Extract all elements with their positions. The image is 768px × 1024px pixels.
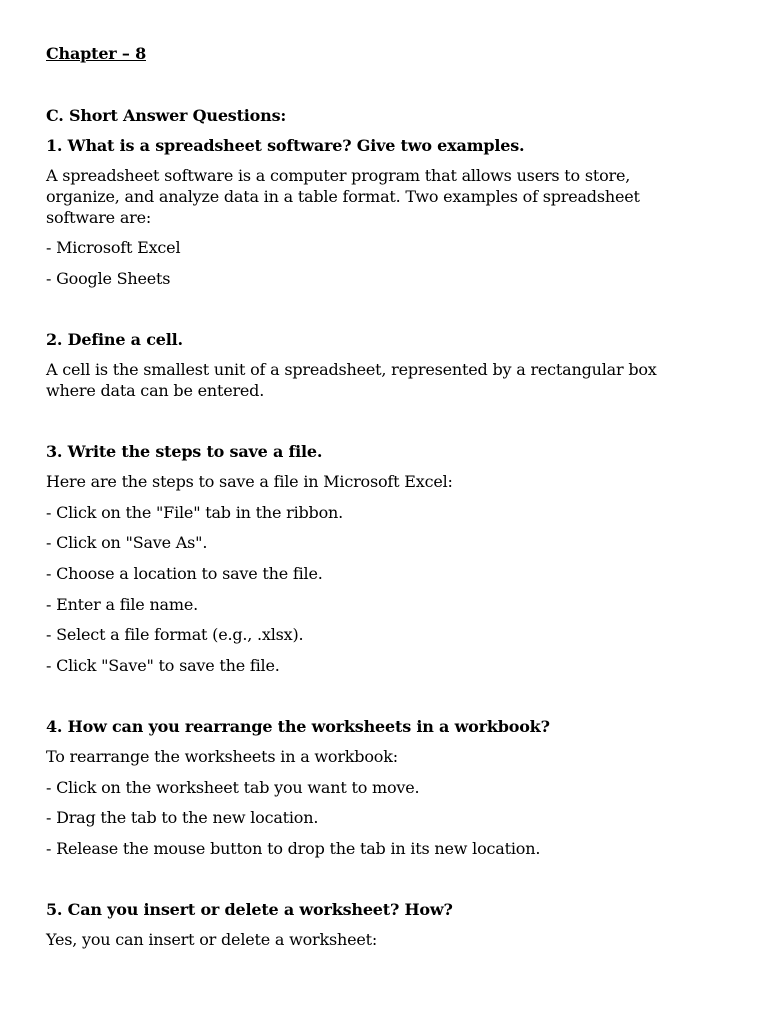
list-item: - Drag the tab to the new location. xyxy=(46,808,319,827)
list-item: - Microsoft Excel xyxy=(46,238,181,257)
question-heading: 5. Can you insert or delete a worksheet? How? xyxy=(46,900,453,919)
list-item: - Enter a file name. xyxy=(46,595,199,614)
answer-line: Here are the steps to save a file in Microsoft Excel: xyxy=(46,472,453,491)
list-item: - Click on "Save As". xyxy=(46,533,208,552)
list-item: - Click on the worksheet tab you want to move. xyxy=(46,778,420,797)
answer-line: A cell is the smallest unit of a spreadsheet, represented by a rectangular box xyxy=(46,360,657,379)
question-heading: 1. What is a spreadsheet software? Give two examples. xyxy=(46,136,525,155)
list-item: - Google Sheets xyxy=(46,269,171,288)
answer-line: Yes, you can insert or delete a worksheet: xyxy=(46,930,378,949)
list-item: - Click on the "File" tab in the ribbon. xyxy=(46,503,344,522)
answer-line: software are: xyxy=(46,208,152,227)
chapter-title: Chapter – 8 xyxy=(46,44,146,63)
question-heading: 3. Write the steps to save a file. xyxy=(46,442,323,461)
list-item: - Click "Save" to save the file. xyxy=(46,656,280,675)
answer-line: A spreadsheet software is a computer program that allows users to store, xyxy=(46,166,631,185)
list-item: - Select a file format (e.g., .xlsx). xyxy=(46,625,304,644)
answer-line: To rearrange the worksheets in a workbook: xyxy=(46,747,398,766)
list-item: - Choose a location to save the file. xyxy=(46,564,323,583)
answer-line: organize, and analyze data in a table format. Two examples of spreadsheet xyxy=(46,187,640,206)
question-heading: 4. How can you rearrange the worksheets in a workbook? xyxy=(46,717,550,736)
list-item: - Release the mouse button to drop the tab in its new location. xyxy=(46,839,541,858)
question-heading: 2. Define a cell. xyxy=(46,330,183,349)
section-title: C. Short Answer Questions: xyxy=(46,106,287,125)
answer-line: where data can be entered. xyxy=(46,381,265,400)
